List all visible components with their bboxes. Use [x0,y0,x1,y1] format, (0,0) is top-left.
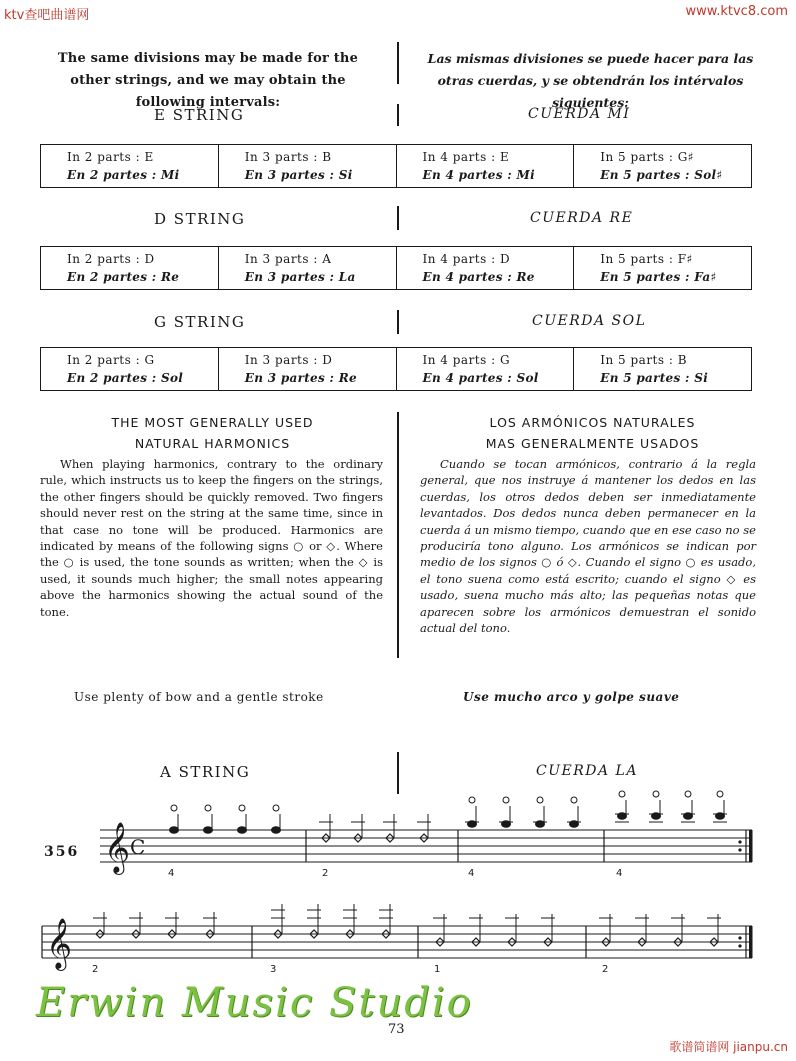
intro-english: The same divisions may be made for the other strings, and we may obtain the following intervals: [57,51,359,110]
table-cell: In 4 parts : D En 4 partes : Re [396,247,574,290]
string-title-a: A STRING [160,763,251,781]
e-string-table [40,144,752,188]
string-title-e: E STRING [154,106,245,124]
string-title-g-es: CUERDA SOL [532,313,647,329]
fingering-number: 2 [92,964,99,975]
harmonic-circle-icon [571,797,577,803]
table-cell: In 5 parts : G♯ En 5 partes : Sol♯ [574,145,752,188]
column-divider-intro [397,42,399,84]
table-cell: In 2 parts : E En 2 partes : Mi [41,145,219,188]
treble-clef-icon: 𝄞 [46,918,73,969]
table-cell: In 2 parts : D En 2 partes : Re [41,247,219,290]
harmonic-circle-icon [273,805,279,811]
column-divider-a [397,752,399,794]
note-head-icon [238,827,247,834]
harmonic-circle-icon [619,791,625,797]
string-title-d: D STRING [154,210,246,228]
note-head-icon [170,827,179,834]
table-cell: In 3 parts : D En 3 partes : Re [218,348,396,391]
music-staff-2 [0,890,796,980]
table-cell: In 3 parts : A En 3 partes : La [218,247,396,290]
table-cell: In 2 parts : G En 2 partes : Sol [41,348,219,391]
harmonic-circle-icon [537,797,543,803]
music-staff-1 [0,800,796,890]
string-title-g: G STRING [154,313,246,331]
harmonic-circle-icon [653,791,659,797]
watermark-bottom-right: 歌谱简谱网 jianpu.cn [669,1040,788,1054]
string-title-e-es: CUERDA MI [528,106,631,122]
table-cell: In 5 parts : F♯ En 5 partes : Fa♯ [574,247,752,290]
column-divider-g [397,310,399,334]
table-cell: In 5 parts : B En 5 partes : Si [574,348,752,391]
harmonics-text-spanish: Cuando se tocan armónicos, contrario á la regla general, que nos instruye á mantener los dedos en las cuerdas, los otros dedos deben ser inmediatamente levantados. Dos dedos nunca deben permanecer en la cuerda á un mismo tiempo, cuando que en ese caso no se produciría tono alguno. Los armónicos se indican por medio de los signos ○ ó ◇. Cuando el signo ○ es usado, el tono suena como está escrito; cuando el signo ◇ es usado, suena mucho más alto; las pequeñas notas que aparecen sobre los armónicos demuestran el sonido actual del tono. [420,457,756,636]
page-number: 73 [388,1022,405,1037]
watermark-top-left: ktv查吧曲谱网 [4,8,90,23]
fingering-number: 1 [434,964,441,975]
time-signature: C [130,835,146,859]
note-head-icon [204,827,213,834]
column-divider-harmonics [397,412,399,658]
intro-spanish: Las mismas divisiones se puede hacer para las otras cuerdas, y se obtendrán los intérvalos siguientes: [427,51,754,110]
harmonic-circle-icon [171,805,177,811]
table-cell: In 4 parts : E En 4 partes : Mi [396,145,574,188]
fingering-number: 4 [168,868,175,879]
fingering-number: 4 [616,868,623,879]
watermark-top-right: www.ktvc8.com [685,4,788,19]
table-cell: In 4 parts : G En 4 partes : Sol [396,348,574,391]
harmonic-circle-icon [469,797,475,803]
harmonic-circle-icon [205,805,211,811]
fingering-number: 3 [270,964,277,975]
fingering-number: 2 [602,964,609,975]
string-title-d-es: CUERDA RE [530,210,634,226]
harmonic-circle-icon [503,797,509,803]
harmonics-text-english: When playing harmonics, contrary to the ordinary rule, which instructs us to keep the fingers on the strings, the other fingers should be quickly removed. Two fingers should never rest on the string at the same time, since in that case no tone will be produced. Harmonics are indicated by means of the following signs ○ or ◇. Where the ○ is used, the tone sounds as written; when the ◇ is used, it sounds much higher; the small notes appearing above the harmonics showing the actual sound of the tone. [40,457,383,619]
harmonic-circle-icon [239,805,245,811]
exercise-number: 356 [44,844,80,860]
harmonic-circle-icon [685,791,691,797]
fingering-number: 2 [322,868,329,879]
string-title-a-es: CUERDA LA [536,763,638,779]
studio-watermark: Erwin Music Studio [36,980,473,1026]
harmonics-title-english: THE MOST GENERALLY USED NATURAL HARMONICS [111,415,314,451]
d-string-table [40,246,752,290]
treble-clef-icon: 𝄞 [104,822,131,873]
bow-instruction-spanish: Use mucho arco y golpe suave [463,690,680,704]
harmonics-title-spanish: LOS ARMÓNICOS NATURALES MAS GENERALMENTE USADOS [485,415,700,451]
bow-instruction-english: Use plenty of bow and a gentle stroke [74,690,324,704]
note-head-icon [272,827,281,834]
g-string-table [40,347,752,391]
column-divider-e [397,104,399,126]
harmonic-circle-icon [717,791,723,797]
table-cell: In 3 parts : B En 3 partes : Si [218,145,396,188]
fingering-number: 4 [468,868,475,879]
column-divider-d [397,206,399,230]
